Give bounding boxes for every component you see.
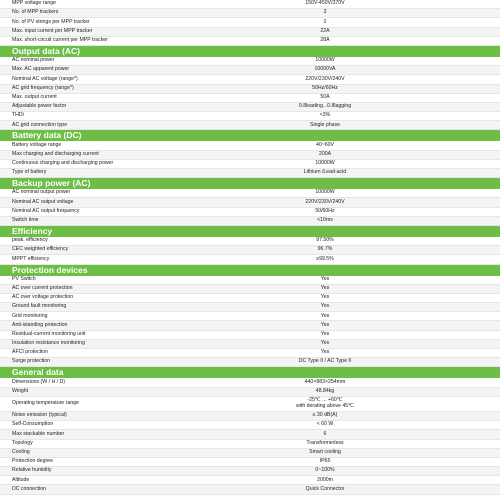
spec-label: No. of MPP trackers [12,9,59,16]
spec-row [0,160,500,169]
spec-label: Max charging and discharging current [12,150,99,157]
spec-row [0,112,500,121]
spec-label: Grid monitoring [12,312,48,319]
section-header: Battery data (DC) [0,130,500,141]
spec-value-line: ≥99.5% [316,255,334,262]
spec-row [0,476,500,485]
spec-label: Continuous charging and discharging power [12,160,114,167]
spec-value-line: Yes [320,294,330,301]
spec-section [0,367,500,494]
spec-value [250,359,400,365]
spec-row [0,169,500,178]
spec-value [250,10,400,16]
spec-value [250,332,400,338]
spec-row [0,141,500,150]
spec-label: MPP voltage range [12,0,57,7]
spec-value-line: 2 [323,18,327,25]
spec-section [0,265,500,368]
spec-value-line: 50A [320,93,330,100]
spec-row [0,331,500,340]
spec-label: No. of PV strings per MPP tracker [12,18,90,25]
spec-value [250,86,400,92]
spec-value [250,398,400,409]
spec-label: THDi [12,112,24,119]
spec-value [250,286,400,292]
spec-label: Noise emission (typical) [12,412,67,419]
spec-row [0,121,500,130]
spec-row [0,412,500,421]
spec-value [250,314,400,320]
spec-value-line: 150V-450V/370V [305,0,345,7]
spec-label: peak. efficiency [12,237,48,244]
spec-row [0,485,500,494]
spec-label: Anti-islanding protection [12,321,68,328]
spec-row [0,66,500,75]
spec-value-line: 10000W [315,160,335,167]
spec-value [250,123,400,129]
spec-label: DC connection [12,485,47,492]
spec-label: Dimensions (W / H / D) [12,378,66,385]
spec-value-line: ≤ 30 dB(A) [312,412,338,419]
spec-row [0,321,500,330]
spec-value-line: 2000m [317,476,333,483]
section-header: Efficiency [0,226,500,237]
spec-row [0,28,500,37]
section-header: Protection devices [0,265,500,276]
spec-section [0,0,500,46]
spec-row [0,440,500,449]
spec-section [0,130,500,178]
spec-value-line: 200A [318,150,332,157]
spec-row [0,378,500,387]
spec-value [250,209,400,215]
spec-value-line: Yes [320,275,330,282]
spec-value [250,295,400,301]
spec-label: Type of battery [12,169,47,176]
spec-row [0,467,500,476]
spec-row [0,237,500,246]
spec-value-line: 3 [323,9,327,16]
spec-label: Protection degree [12,458,53,465]
spec-value-line: -25℃ ... +60℃ [307,397,343,404]
spec-value [250,432,400,438]
spec-value [250,277,400,283]
spec-value [250,38,400,44]
spec-label: Nominal AC output voltage [12,198,74,205]
spec-value [250,170,400,176]
spec-label: Relative humidity [12,467,52,474]
spec-value-line: 48.84kg [315,387,335,394]
spec-row [0,18,500,27]
spec-label: Max stackable number [12,430,65,437]
spec-row [0,246,500,255]
spec-value [250,29,400,35]
spec-value-line: 96.7% [317,246,333,253]
spec-value [250,218,400,224]
spec-row [0,430,500,439]
spec-label: Adjustable power factor [12,103,67,110]
spec-section [0,46,500,131]
spec-row [0,208,500,217]
spec-value-line: Yes [320,284,330,291]
spec-value-line: Transformerless [306,439,344,446]
spec-label: Max. short-circuit current per MPP tracker [12,37,108,44]
spec-value [250,341,400,347]
spec-row [0,285,500,294]
spec-value-line: IP65 [319,458,331,465]
spec-value [250,58,400,64]
spec-label: Max. output current [12,93,57,100]
spec-value-line: Yes [320,340,330,347]
spec-value [250,67,400,73]
spec-value-line: Yes [320,330,330,337]
spec-value [250,422,400,428]
section-header: Output data (AC) [0,46,500,57]
spec-label: PV Switch [12,275,36,282]
spec-row [0,37,500,46]
spec-value-line: Yes [320,303,330,310]
spec-row [0,294,500,303]
spec-label: AFCI protection [12,349,49,356]
spec-row [0,151,500,160]
spec-row [0,421,500,430]
section-header: Backup power (AC) [0,178,500,189]
spec-value-line: 50Hz/60Hz [312,84,338,91]
spec-value-line: Single phase [310,121,340,128]
spec-value [250,350,400,356]
spec-row [0,198,500,207]
spec-label: Ground fault monitoring [12,303,67,310]
spec-row [0,397,500,412]
spec-value [250,459,400,465]
spec-label: Switch time [12,217,39,224]
spec-value [250,304,400,310]
spec-value [250,20,400,26]
spec-value-line: 6 [323,430,327,437]
spec-value-line: 10000W [315,57,335,64]
spec-label: Nominal AC voltage (range*) [12,75,78,82]
spec-row [0,303,500,312]
spec-row [0,340,500,349]
spec-value-line: Lithium /Lead-acid [303,169,347,176]
spec-value [250,77,400,83]
spec-row [0,458,500,467]
spec-label: Altitude [12,476,30,483]
spec-value [250,487,400,493]
section-header: General data [0,367,500,378]
spec-label: Insulation resistance monitoring [12,340,85,347]
spec-value-line: 50/60Hz [315,207,335,214]
spec-row [0,312,500,321]
spec-label: Max. AC apparent power [12,66,70,73]
spec-label: Self-Consumption [12,421,54,428]
spec-value-line: Yes [320,312,330,319]
spec-value-line: 0.8leading...0.8lagging [298,103,352,110]
spec-value-line: with derating above 45℃ [295,402,355,409]
spec-label: Topology [12,439,33,446]
spec-label: Residual-current monitoring unit [12,330,86,337]
spec-value-line: Smart cooling [309,448,341,455]
spec-label: AC over voltage protection [12,294,74,301]
spec-value [250,323,400,329]
spec-label: MPPT efficiency [12,255,50,262]
spec-label: AC nominal power [12,57,55,64]
spec-row [0,0,500,9]
spec-value-line: Quick Connector [305,485,345,492]
spec-value-line: <10ms [317,217,333,224]
spec-value [250,413,400,419]
spec-label: Battery voltage range [12,141,62,148]
spec-row [0,75,500,84]
spec-value-line: 40~60V [315,141,335,148]
spec-row [0,57,500,66]
spec-value-line: 440×883×254mm [304,378,346,385]
spec-value-line: 10000W [315,189,335,196]
spec-row [0,449,500,458]
spec-row [0,103,500,112]
spec-value [250,389,400,395]
spec-value-line: Yes [320,321,330,328]
spec-value [250,190,400,196]
spec-row [0,276,500,285]
spec-value [250,441,400,447]
spec-label: Operating temperature range [12,400,79,407]
spec-section [0,178,500,226]
spec-value-line: 28A [320,37,330,44]
spec-label: Surge protection [12,358,51,365]
spec-value [250,468,400,474]
spec-value [250,104,400,110]
spec-value [250,95,400,101]
spec-value [250,152,400,158]
spec-value-line: 10000VA [314,66,336,73]
spec-value-line: DC Type II / AC Type II [298,358,352,365]
spec-value-line: < 60 W [316,421,334,428]
spec-label: AC over current protection [12,284,73,291]
spec-row [0,255,500,264]
spec-row [0,85,500,94]
spec-value [250,143,400,149]
spec-value [250,247,400,253]
spec-value-line: 22A [320,27,330,34]
spec-label: AC nominal output power [12,189,71,196]
spec-label: Nominal AC output frequency [12,207,80,214]
spec-label: Weight [12,387,29,394]
spec-value [250,200,400,206]
spec-value-line: Yes [320,349,330,356]
spec-value [250,113,400,119]
spec-row [0,94,500,103]
spec-label: Max. input current per MPP tracker [12,27,93,34]
spec-row [0,217,500,226]
spec-label: CEC weighted efficiency [12,246,69,253]
spec-value [250,1,400,7]
spec-label: Cooling [12,448,30,455]
spec-value-line: 220V/230V/240V [305,198,345,205]
spec-row [0,388,500,397]
spec-row [0,349,500,358]
spec-value [250,478,400,484]
spec-row [0,9,500,18]
spec-value-line: <3% [319,112,331,119]
spec-row [0,358,500,367]
spec-value [250,161,400,167]
spec-label: AC grid connection type [12,121,68,128]
spec-label: AC grid frequency (range*) [12,84,74,91]
spec-row [0,189,500,198]
spec-value [250,380,400,386]
spec-value [250,450,400,456]
spec-value-line: 97.50% [316,237,334,244]
spec-value [250,238,400,244]
spec-value-line: 0~100% [315,467,335,474]
spec-section [0,226,500,265]
spec-value [250,257,400,263]
spec-value-line: 220V/230V/240V [305,75,345,82]
